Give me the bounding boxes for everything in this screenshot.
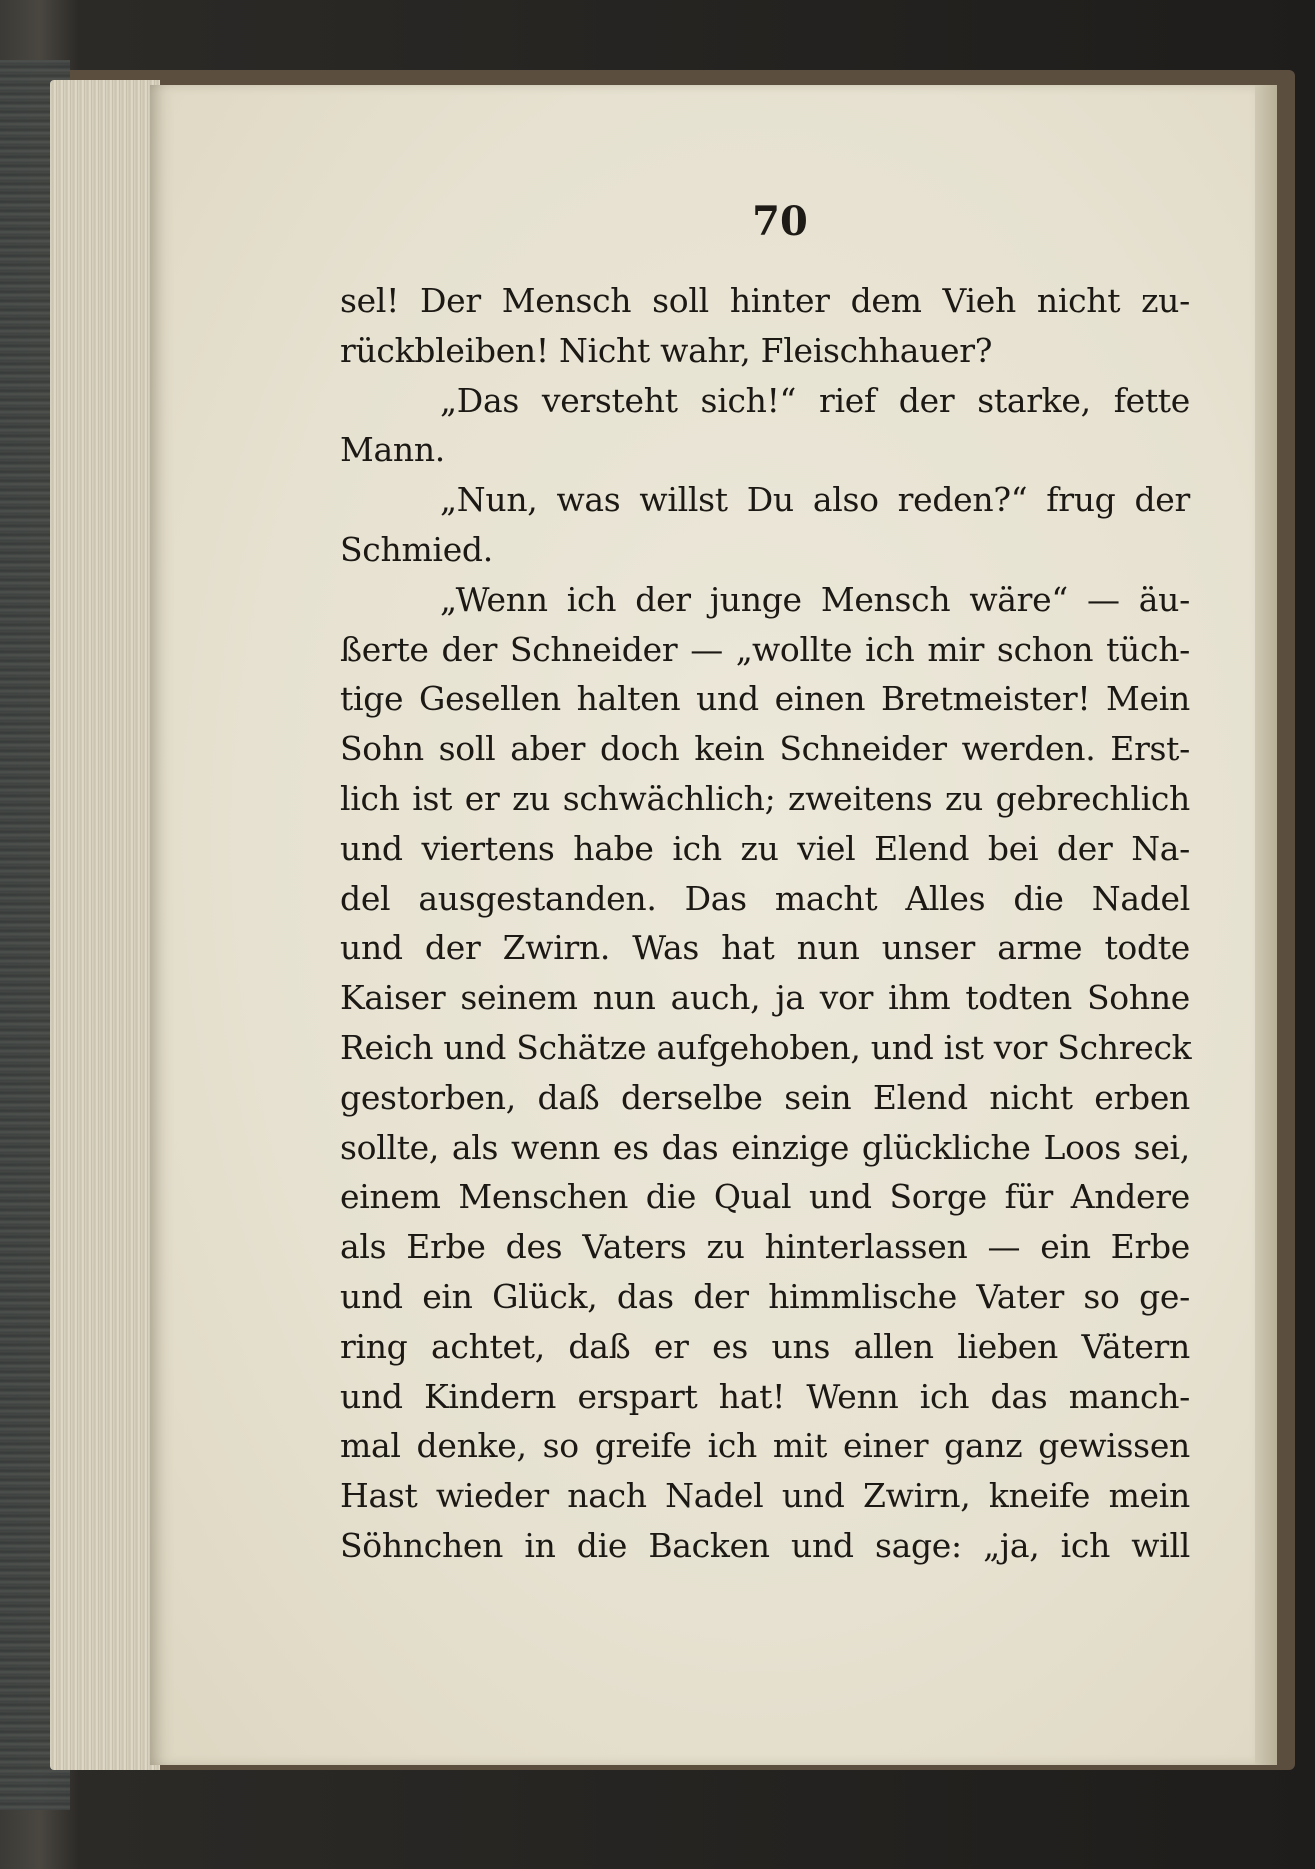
page-number: 70 — [752, 198, 808, 245]
text-line: und ein Glück, das der himmlische Vater so ge- — [340, 1276, 1190, 1316]
text-line: einem Menschen die Qual und Sorge für Andere — [340, 1177, 1190, 1217]
text-line: gestorben, daß derselbe sein Elend nicht erben — [340, 1077, 1190, 1117]
text-line: und Kindern erspart hat! Wenn ich das manch- — [340, 1376, 1190, 1416]
text-line: „Nun, was willst Du also reden?“ frug der — [440, 480, 1190, 520]
text-line: sel! Der Mensch soll hinter dem Vieh nicht zu- — [340, 281, 1190, 320]
text-line: und der Zwirn. Was hat nun unser arme todte — [340, 928, 1190, 968]
text-line: sollte, als wenn es das einzige glückliche Loos sei, — [340, 1127, 1190, 1167]
text-line: Sohn soll aber doch kein Schneider werden. Erst- — [340, 729, 1190, 769]
text-line: Mann. — [340, 430, 445, 470]
text-line: Hast wieder nach Nadel und Zwirn, kneife mein — [340, 1476, 1190, 1516]
text-line: rückbleiben! Nicht wahr, Fleischhauer? — [340, 330, 993, 370]
text-line: ring achtet, daß er es uns allen lieben Vätern — [340, 1326, 1190, 1366]
text-line: als Erbe des Vaters zu hinterlassen — ein Erbe — [340, 1227, 1190, 1267]
text-line: ßerte der Schneider — „wollte ich mir schon tüch- — [340, 629, 1190, 669]
page-block-edges — [50, 80, 160, 1770]
page-text — [340, 276, 1190, 1571]
text-line: mal denke, so greife ich mit einer ganz gewissen — [340, 1426, 1190, 1466]
text-line: tige Gesellen halten und einen Bretmeister! Mein — [340, 679, 1190, 719]
text-line: „Wenn ich der junge Mensch wäre“ — äu- — [440, 579, 1190, 619]
text-line: del ausgestanden. Das macht Alles die Nadel — [340, 878, 1190, 918]
text-line: „Das versteht sich!“ rief der starke, fette — [440, 380, 1190, 420]
text-line: Schmied. — [340, 529, 493, 569]
text-line: und viertens habe ich zu viel Elend bei der Na- — [340, 828, 1190, 868]
page-right-edge — [1255, 85, 1277, 1765]
text-line: lich ist er zu schwächlich; zweitens zu gebrechlich — [340, 778, 1190, 818]
text-line: Kaiser seinem nun auch, ja vor ihm todten Sohne — [340, 978, 1190, 1018]
text-line: Reich und Schätze aufgehoben, und ist vor Schreck — [340, 1027, 1192, 1067]
text-line: Söhnchen in die Backen und sage: „ja, ich will — [340, 1525, 1190, 1565]
